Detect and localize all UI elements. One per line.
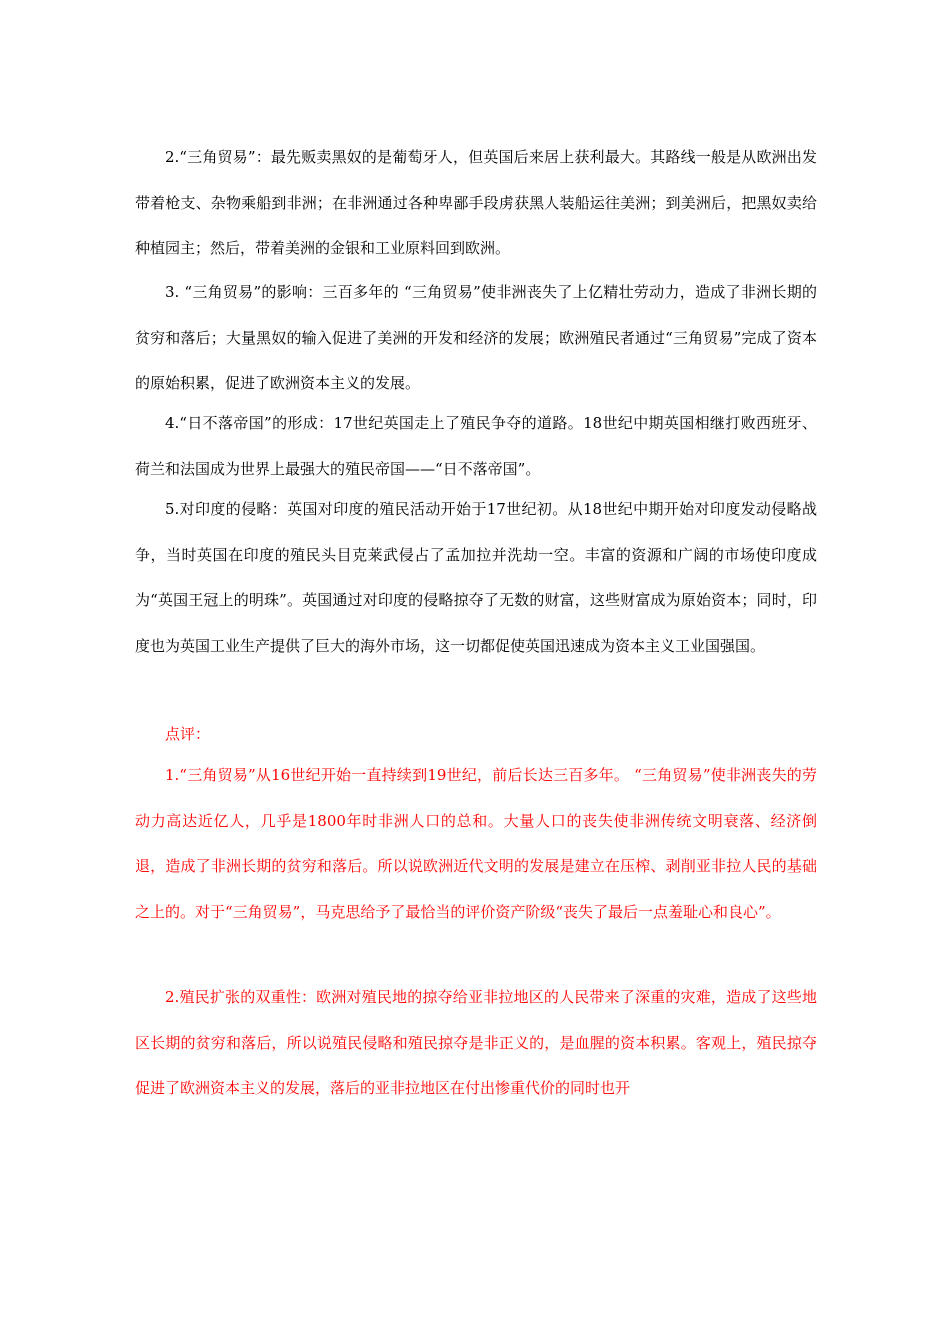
paragraph-triangle-trade-impact: 3. “三角贸易”的影响：三百多年的 “三角贸易”使非洲丧失了上亿精壮劳动力，造成了非洲长期的贫穷和落后；大量黑奴的输入促进了美洲的开发和经济的发展；欧洲殖民者通过“三角贸易”完成了资本的原始积累，促进了欧洲资本主义的发展。 [135,283,817,392]
paragraph-empire-formation: 4.“日不落帝国”的形成：17世纪英国走上了殖民争夺的道路。18世纪中期英国相继打败西班牙、荷兰和法国成为世界上最强大的殖民帝国——“日不落帝国”。 [135,414,817,478]
paragraph-triangle-trade: 2.“三角贸易”：最先贩卖黑奴的是葡萄牙人，但英国后来居上获利最大。其路线一般是从欧洲出发带着枪支、杂物乘船到非洲；在非洲通过各种卑鄙手段虏获黑人装船运往美洲；到美洲后，把黑奴卖给种植园主；然后，带着美洲的金银和工业原料回到欧洲。 [135,148,817,257]
paragraph-india-invasion: 5.对印度的侵略：英国对印度的殖民活动开始于17世纪初。从18世纪中期开始对印度发动侵略战争，当时英国在印度的殖民头目克莱武侵占了孟加拉并洗劫一空。丰富的资源和广阔的市场使印度成为“英国王冠上的明珠”。英国通过对印度的侵略掠夺了无数的财富，这些财富成为原始资本；同时，印度也为英国工业生产提供了巨大的海外市场，这一切都促使英国迅速成为资本主义工业国强国。 [135,500,817,655]
comment-heading: 点评： [165,725,211,743]
comment-paragraph-2: 2.殖民扩张的双重性：欧洲对殖民地的掠夺给亚非拉地区的人民带来了深重的灾难，造成了这些地区长期的贫穷和落后，所以说殖民侵略和殖民掠夺是非正义的，是血腥的资本积累。客观上，殖民掠夺促进了欧洲资本主义的发展，落后的亚非拉地区在付出惨重代价的同时也开 [135,988,817,1097]
comment-paragraph-1: 1.“三角贸易”从16世纪开始一直持续到19世纪，前后长达三百多年。 “三角贸易”使非洲丧失的劳动力高达近亿人，几乎是1800年时非洲人口的总和。大量人口的丧失使非洲传统文明衰落、经济倒退，造成了非洲长期的贫穷和落后。所以说欧洲近代文明的发展是建立在压榨、剥削亚非拉人民的基础之上的。对于“三角贸易”，马克思给予了最恰当的评价资产阶级“丧失了最后一点羞耻心和良心”。 [135,766,817,921]
